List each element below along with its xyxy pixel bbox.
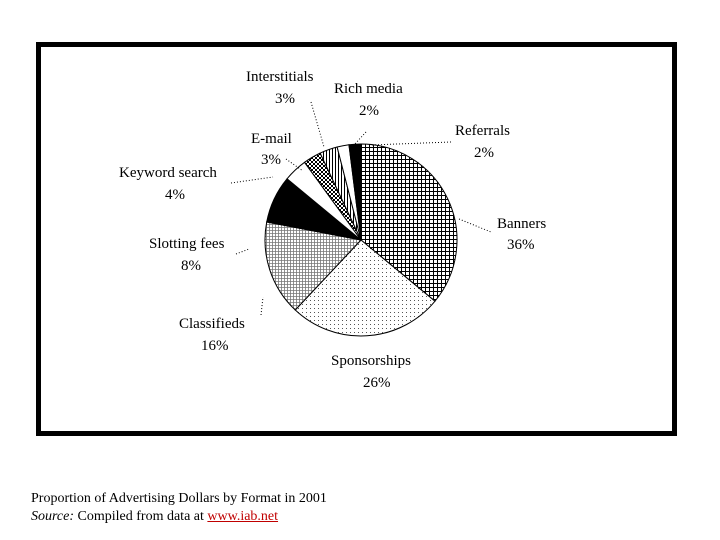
- caption-title: Proportion of Advertising Dollars by Format in 2001: [31, 491, 327, 506]
- figure-caption: [31, 490, 327, 526]
- label-sponsorships: Sponsorships: [331, 353, 412, 369]
- leader-line-5: [311, 102, 324, 147]
- pie-chart: [41, 47, 672, 431]
- value-interstitials: 3%: [275, 91, 295, 107]
- pie-slices: [265, 144, 457, 336]
- label-rich-media: Rich media: [334, 81, 403, 97]
- source-link[interactable]: www.iab.net: [207, 509, 279, 524]
- leader-line-0: [459, 219, 491, 232]
- value-classifieds: 16%: [201, 338, 229, 354]
- leader-line-1: [236, 249, 249, 254]
- value-e-mail: 3%: [261, 152, 281, 168]
- label-e-mail: E-mail: [251, 131, 292, 147]
- leader-line-3: [231, 177, 273, 183]
- label-interstitials: Interstitials: [246, 69, 314, 85]
- label-keyword-search: Keyword search: [119, 165, 217, 181]
- value-slotting-fees: 8%: [181, 258, 201, 274]
- source-text: Compiled from data at: [77, 509, 204, 524]
- source-label: Source:: [31, 509, 75, 524]
- label-slotting-fees: Slotting fees: [149, 236, 225, 252]
- value-banners: 36%: [507, 237, 535, 253]
- chart-frame: [36, 42, 677, 436]
- value-referrals: 2%: [474, 145, 494, 161]
- label-classifieds: Classifieds: [179, 316, 245, 332]
- leader-line-6: [354, 132, 366, 145]
- value-rich-media: 2%: [359, 103, 379, 119]
- value-sponsorships: 26%: [363, 375, 391, 391]
- leader-line-2: [261, 297, 263, 315]
- value-keyword-search: 4%: [165, 187, 185, 203]
- label-referrals: Referrals: [455, 123, 510, 139]
- caption-source: [31, 508, 327, 526]
- label-banners: Banners: [497, 216, 547, 232]
- leader-line-7: [371, 142, 451, 145]
